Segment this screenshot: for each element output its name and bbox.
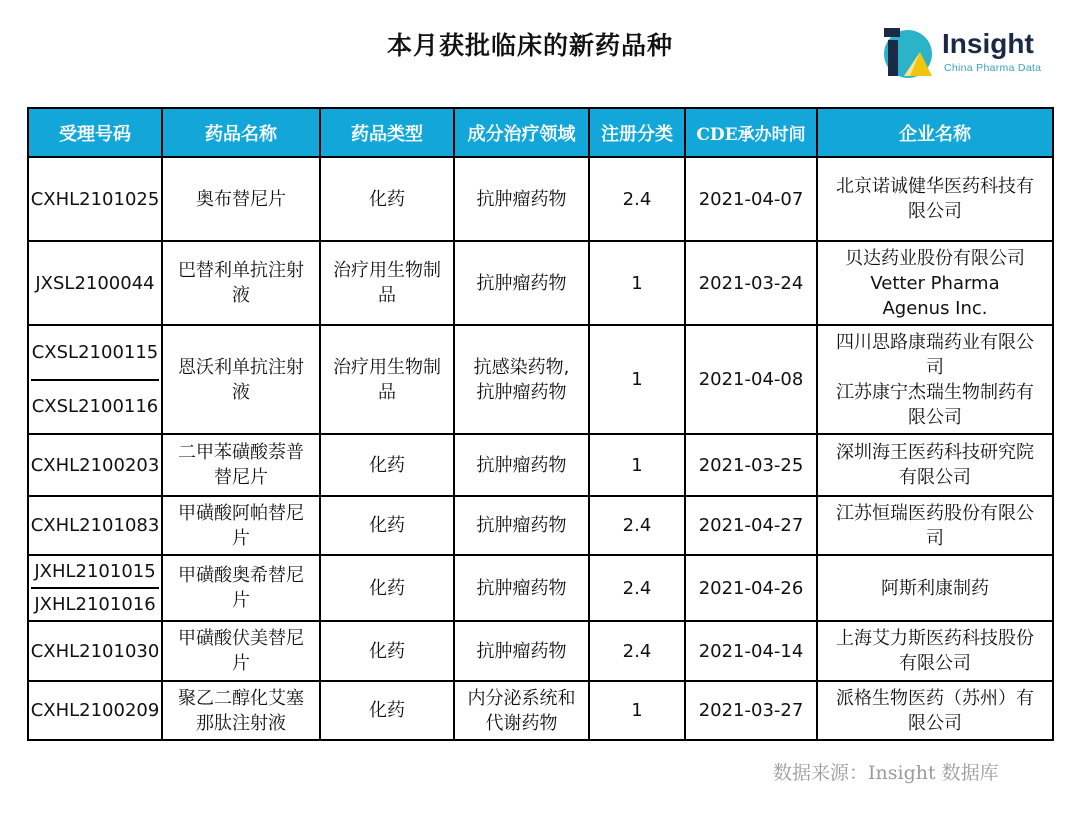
acceptance-number: JXSL2100044 xyxy=(35,272,155,294)
therapeutic-area-cell: 抗肿瘤药物 xyxy=(454,555,589,621)
header-cell: 药品类型 xyxy=(320,108,454,157)
acceptance-number-cell xyxy=(28,681,162,740)
therapeutic-area-cell: 抗肿瘤药物 xyxy=(454,241,589,325)
drug-name-cell: 二甲苯磺酸萘普 替尼片 xyxy=(162,434,320,496)
acceptance-number: CXHL2101025 xyxy=(30,188,160,210)
acceptance-number-cell xyxy=(28,496,162,555)
header-cell: 企业名称 xyxy=(817,108,1053,157)
table-body xyxy=(28,157,1053,740)
acceptance-number: CXHL2100209 xyxy=(30,700,160,721)
therapeutic-area-cell: 抗肿瘤药物 xyxy=(454,621,589,681)
drug-type-cell: 治疗用生物制 品 xyxy=(320,325,454,434)
header-cell: CDE承办时间 xyxy=(685,108,817,157)
drug-type-cell: 化药 xyxy=(320,681,454,740)
drug-type-cell: 治疗用生物制 品 xyxy=(320,241,454,325)
drug-name-cell: 恩沃利单抗注射 液 xyxy=(162,325,320,434)
therapeutic-area-cell: 抗感染药物, 抗肿瘤药物 xyxy=(454,325,589,434)
acceptance-number: CXSL2100115 xyxy=(31,341,159,363)
therapeutic-area-cell: 抗肿瘤药物 xyxy=(454,434,589,496)
registration-class-cell: 2.4 xyxy=(589,157,685,241)
insight-logo xyxy=(880,22,1060,82)
registration-class-cell: 2.4 xyxy=(589,555,685,621)
cde-date-cell: 2021-04-14 xyxy=(685,621,817,681)
drug-name-cell: 聚乙二醇化艾塞 那肽注射液 xyxy=(162,681,320,740)
acceptance-number-cell xyxy=(28,434,162,496)
table-row xyxy=(28,325,1053,434)
insight-logo-icon xyxy=(880,26,936,82)
drug-type-cell: 化药 xyxy=(320,496,454,555)
drug-type-cell: 化药 xyxy=(320,621,454,681)
header-cell: 成分治疗领域 xyxy=(454,108,589,157)
acceptance-number-cell xyxy=(28,325,162,434)
drug-name-cell: 巴替利单抗注射 液 xyxy=(162,241,320,325)
table-row xyxy=(28,621,1053,681)
drug-name-cell: 奥布替尼片 xyxy=(162,157,320,241)
acceptance-number: CXHL2101083 xyxy=(30,515,160,536)
cde-date-cell: 2021-03-25 xyxy=(685,434,817,496)
registration-class-cell: 1 xyxy=(589,434,685,496)
logo-subtitle: China Pharma Data xyxy=(944,62,1042,74)
company-name-cell: 阿斯利康制药 xyxy=(817,555,1053,621)
acceptance-number-cell xyxy=(28,621,162,681)
registration-class-cell: 1 xyxy=(589,241,685,325)
cde-date-cell: 2021-04-26 xyxy=(685,555,817,621)
drug-name-cell: 甲磺酸奥希替尼 片 xyxy=(162,555,320,621)
acceptance-number: JXHL2101015 xyxy=(34,561,156,582)
therapeutic-area-cell: 抗肿瘤药物 xyxy=(454,157,589,241)
acceptance-number-cell xyxy=(28,241,162,325)
page-title: 本月获批临床的新药品种 xyxy=(386,31,673,60)
registration-class-cell: 1 xyxy=(589,681,685,740)
drug-name-cell: 甲磺酸阿帕替尼 片 xyxy=(162,496,320,555)
registration-class-cell: 2.4 xyxy=(589,496,685,555)
table-row xyxy=(28,157,1053,241)
cde-date-cell: 2021-03-24 xyxy=(685,241,817,325)
therapeutic-area-cell: 抗肿瘤药物 xyxy=(454,496,589,555)
company-name-cell: 深圳海王医药科技研究院 有限公司 xyxy=(817,434,1053,496)
logo-brand: Insight xyxy=(942,28,1034,59)
company-name-cell: 四川思路康瑞药业有限公 司 江苏康宁杰瑞生物制药有 限公司 xyxy=(817,325,1053,434)
cde-date-cell: 2021-04-08 xyxy=(685,325,817,434)
company-name-cell: 派格生物医药（苏州）有 限公司 xyxy=(817,681,1053,740)
header-cell: 药品名称 xyxy=(162,108,320,157)
acceptance-number-cell xyxy=(28,555,162,621)
cde-date-cell: 2021-04-07 xyxy=(685,157,817,241)
acceptance-number: JXHL2101016 xyxy=(31,587,159,620)
therapeutic-area-cell: 内分泌系统和 代谢药物 xyxy=(454,681,589,740)
company-name-cell: 贝达药业股份有限公司 Vetter Pharma Agenus Inc. xyxy=(817,241,1053,325)
table-header-row xyxy=(28,108,1053,157)
table-row xyxy=(28,681,1053,740)
drug-type-cell: 化药 xyxy=(320,555,454,621)
company-name-cell: 上海艾力斯医药科技股份 有限公司 xyxy=(817,621,1053,681)
table-row xyxy=(28,241,1053,325)
registration-class-cell: 1 xyxy=(589,325,685,434)
registration-class-cell: 2.4 xyxy=(589,621,685,681)
drug-table xyxy=(27,107,1054,741)
table-row xyxy=(28,434,1053,496)
header-cell: 受理号码 xyxy=(28,108,162,157)
acceptance-number: CXSL2100116 xyxy=(31,379,159,434)
cde-date-cell: 2021-04-27 xyxy=(685,496,817,555)
table-row xyxy=(28,496,1053,555)
header-cell: 注册分类 xyxy=(589,108,685,157)
acceptance-number: CXHL2100203 xyxy=(30,454,160,476)
acceptance-number-cell xyxy=(28,157,162,241)
drug-type-cell: 化药 xyxy=(320,434,454,496)
acceptance-number: CXHL2101030 xyxy=(30,640,160,662)
company-name-cell: 北京诺诚健华医药科技有 限公司 xyxy=(817,157,1053,241)
cde-date-cell: 2021-03-27 xyxy=(685,681,817,740)
data-source-note: 数据来源：Insight 数据库 xyxy=(773,762,999,784)
table-row xyxy=(28,555,1053,621)
drug-name-cell: 甲磺酸伏美替尼 片 xyxy=(162,621,320,681)
company-name-cell: 江苏恒瑞医药股份有限公 司 xyxy=(817,496,1053,555)
drug-type-cell: 化药 xyxy=(320,157,454,241)
